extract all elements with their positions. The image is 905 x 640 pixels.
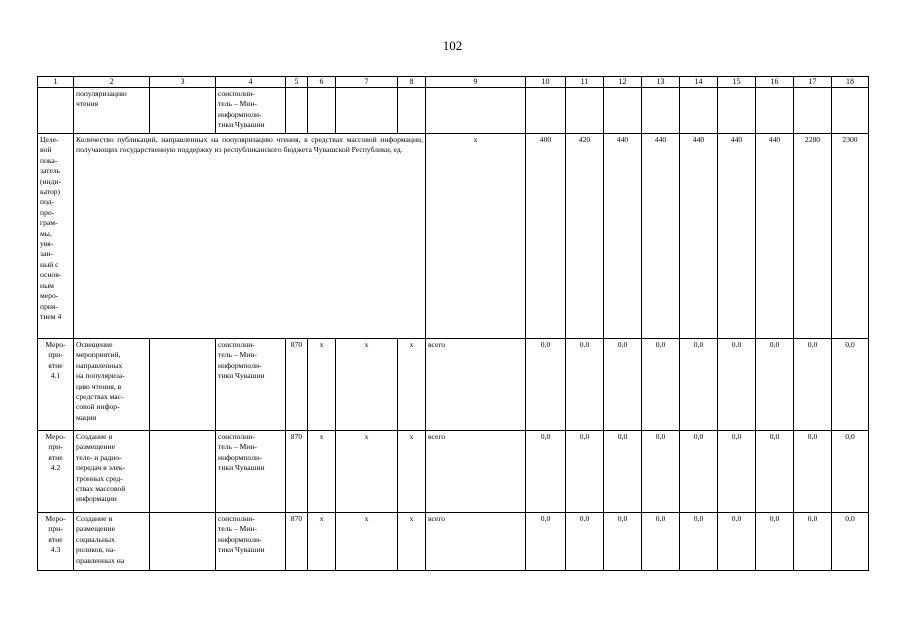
code-cell: х	[308, 339, 336, 431]
cell	[398, 88, 426, 134]
value-cell: 0,0	[718, 431, 756, 513]
code-cell: х	[336, 339, 398, 431]
value-cell: 0,0	[718, 513, 756, 571]
indicator-description-cell: Количество публикаций, направленных на популяризацию чтения, в средствах массовой информации, получающих государственную поддержку из республиканского бюджета Чувашской Республики, ед.	[74, 134, 426, 339]
code-cell: 870	[286, 339, 308, 431]
code-cell: х	[398, 339, 426, 431]
cell	[38, 88, 74, 134]
cell	[680, 88, 718, 134]
value-cell: 0,0	[680, 339, 718, 431]
value-cell: 0,0	[566, 513, 604, 571]
column-header: 9	[426, 77, 526, 88]
value-cell: 0,0	[526, 339, 566, 431]
cell	[642, 88, 680, 134]
cell	[150, 339, 216, 431]
source-cell: всего	[426, 339, 526, 431]
measure-label-cell: Меро- при- ятие 4.1	[38, 339, 74, 431]
executor-cell: соисполни- тель – Мин- информпoли- тики Чувашии	[216, 88, 286, 134]
source-cell: всего	[426, 513, 526, 571]
value-cell: 0,0	[718, 339, 756, 431]
program-table	[37, 76, 869, 571]
cell	[150, 513, 216, 571]
cell	[832, 88, 869, 134]
source-cell: всего	[426, 431, 526, 513]
column-header: 8	[398, 77, 426, 88]
value-cell: 440	[718, 134, 756, 339]
cell	[718, 88, 756, 134]
value-cell: 440	[756, 134, 794, 339]
value-cell: 0,0	[526, 513, 566, 571]
executor-cell: соисполни- тель – Мин- информпoли- тики Чувашии	[216, 513, 286, 571]
column-header: 11	[566, 77, 604, 88]
value-cell: 440	[680, 134, 718, 339]
column-header: 5	[286, 77, 308, 88]
cell	[794, 88, 832, 134]
cell	[526, 88, 566, 134]
code-cell: х	[308, 431, 336, 513]
value-cell: 0,0	[642, 431, 680, 513]
measure-row	[38, 339, 869, 431]
value-cell: 0,0	[526, 431, 566, 513]
measure-label-cell: Меро- при- ятие 4.2	[38, 431, 74, 513]
column-header: 12	[604, 77, 642, 88]
measure-row	[38, 513, 869, 571]
value-cell: 0,0	[642, 339, 680, 431]
value-cell: 0,0	[566, 431, 604, 513]
value-cell: 2280	[794, 134, 832, 339]
code-cell: х	[336, 513, 398, 571]
value-cell: 0,0	[604, 513, 642, 571]
code-cell: х	[398, 513, 426, 571]
column-header: 18	[832, 77, 869, 88]
code-cell: х	[336, 431, 398, 513]
column-number-row	[38, 77, 869, 88]
value-cell: 0,0	[794, 513, 832, 571]
indicator-label-cell: Целе- вой пока- затель (инди- катор) под- про- грам- мы, увя- зан- ный с основ- ным меро- прия- тием 4	[38, 134, 74, 339]
cell	[286, 88, 308, 134]
cell	[308, 88, 336, 134]
cell	[566, 88, 604, 134]
continuation-row	[38, 88, 869, 134]
page-number: 102	[442, 38, 463, 53]
measure-name-cell: Создание и размещение социальных роликов, на- правленных на	[74, 513, 150, 571]
value-cell: 0,0	[832, 513, 869, 571]
column-header: 13	[642, 77, 680, 88]
measure-name-cell: популяризацию чтения	[74, 88, 150, 134]
code-cell: х	[308, 513, 336, 571]
cell	[336, 88, 398, 134]
column-header: 1	[38, 77, 74, 88]
column-header: 10	[526, 77, 566, 88]
code-cell: х	[398, 431, 426, 513]
value-cell: 0,0	[566, 339, 604, 431]
executor-cell: соисполни- тель – Мин- информпoли- тики Чувашии	[216, 339, 286, 431]
column-header: 3	[150, 77, 216, 88]
value-cell: 420	[566, 134, 604, 339]
value-cell: 440	[642, 134, 680, 339]
value-cell: 0,0	[756, 431, 794, 513]
column-header: 17	[794, 77, 832, 88]
value-cell: 0,0	[604, 339, 642, 431]
column-header: 2	[74, 77, 150, 88]
measure-row	[38, 431, 869, 513]
column-header: 15	[718, 77, 756, 88]
value-cell: 0,0	[794, 431, 832, 513]
value-cell: 0,0	[642, 513, 680, 571]
value-cell: 0,0	[794, 339, 832, 431]
value-cell: 2300	[832, 134, 869, 339]
value-cell: 0,0	[756, 339, 794, 431]
value-cell: 0,0	[680, 513, 718, 571]
column-header: 4	[216, 77, 286, 88]
value-cell: 0,0	[832, 339, 869, 431]
value-cell: 440	[604, 134, 642, 339]
cell	[150, 88, 216, 134]
column-header: 6	[308, 77, 336, 88]
indicator-row	[38, 134, 869, 339]
value-cell: 400	[526, 134, 566, 339]
measure-name-cell: Освещение мероприятий, направленных на популяриза- цию чтения, в средствах мас- совой инфор- мации	[74, 339, 150, 431]
measure-label-cell: Меро- при- ятие 4.3	[38, 513, 74, 571]
code-cell: 870	[286, 431, 308, 513]
value-cell: 0,0	[832, 431, 869, 513]
value-cell: 0,0	[756, 513, 794, 571]
code-cell: 870	[286, 513, 308, 571]
column-header: 7	[336, 77, 398, 88]
cell	[756, 88, 794, 134]
cell	[604, 88, 642, 134]
measure-name-cell: Создание и размещение теле- и радио- передач в элек- тронных сред- ствах массовой информации	[74, 431, 150, 513]
column-header: 16	[756, 77, 794, 88]
indicator-source-cell: х	[426, 134, 526, 339]
executor-cell: соисполни- тель – Мин- информпoли- тики Чувашии	[216, 431, 286, 513]
cell	[426, 88, 526, 134]
value-cell: 0,0	[604, 431, 642, 513]
column-header: 14	[680, 77, 718, 88]
cell	[150, 431, 216, 513]
value-cell: 0,0	[680, 431, 718, 513]
